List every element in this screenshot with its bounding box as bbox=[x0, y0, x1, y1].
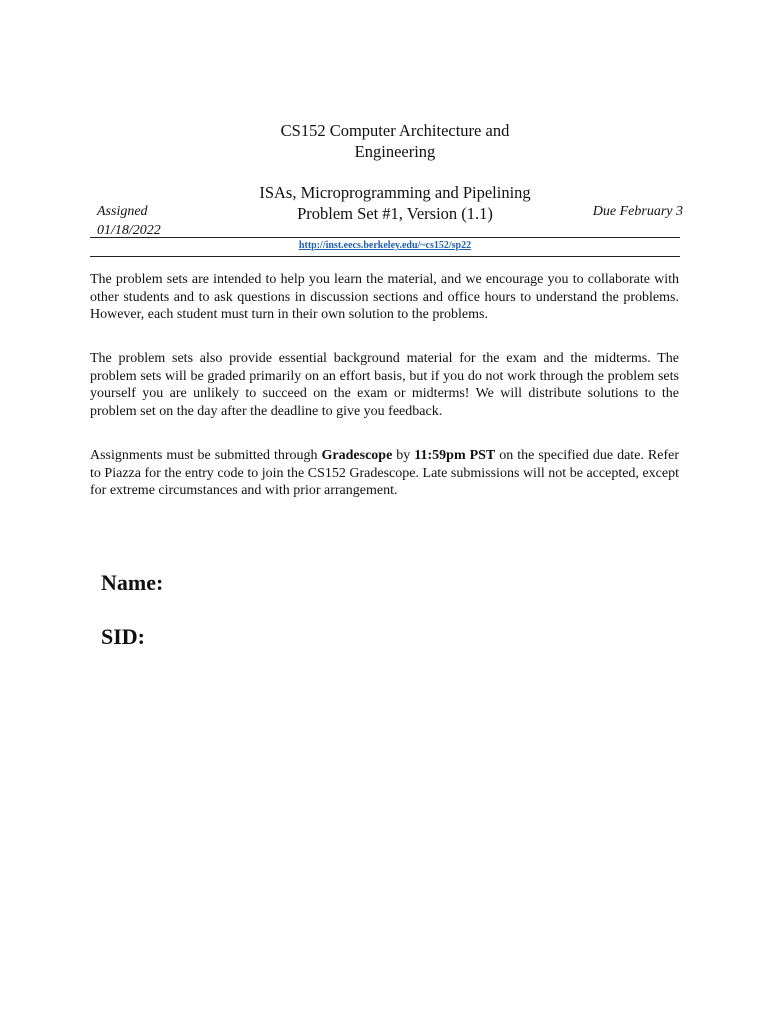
course-title-line1: CS152 Computer Architecture and bbox=[280, 121, 510, 140]
problem-set-title-line2: Problem Set #1, Version (1.1) bbox=[297, 204, 493, 223]
gradescope-emphasis: Gradescope bbox=[321, 448, 393, 463]
problem-set-title bbox=[225, 182, 565, 224]
course-url-link[interactable]: http://inst.eecs.berkeley.edu/~cs152/sp22 bbox=[298, 240, 472, 251]
course-title-line2: Engineering bbox=[354, 142, 436, 161]
assigned-block bbox=[97, 202, 161, 240]
submission-text-2: by bbox=[392, 448, 415, 463]
due-date: Due February 3 bbox=[592, 204, 683, 219]
submission-text-1: Assignments must be submitted through bbox=[90, 448, 322, 463]
intro-paragraph: The problem sets are intended to help you learn the material, and we encourage you to collaborate with other students and to ask questions in discussion sections and office hours to understand the problems. However, each student must turn in their own solution to the problems. bbox=[90, 272, 679, 323]
submission-text-3: on the specified due date. Refer to Piazza for the entry code to join the CS152 Gradescope. Late submissions will not be accepted, except for extreme circumstances and with prior arrangement. bbox=[90, 448, 679, 499]
submission-paragraph bbox=[90, 447, 679, 500]
background-paragraph: The problem sets also provide essential background material for the exam and the midterms. The problem sets will be graded primarily on an effort basis, but if you do not work through the problem sets yourself you are unlikely to succeed on the exam or midterms! We will distribute solutions to the problem set on the day after the deadline to give you feedback. bbox=[90, 351, 679, 419]
assigned-date: 01/18/2022 bbox=[97, 223, 161, 238]
name-label: Name: bbox=[101, 570, 164, 595]
course-title bbox=[225, 120, 565, 162]
assigned-label: Assigned bbox=[97, 204, 148, 219]
sid-label: SID: bbox=[101, 624, 146, 649]
problem-set-title-line1: ISAs, Microprogramming and Pipelining bbox=[259, 183, 531, 202]
header-rule-top bbox=[90, 237, 680, 238]
header-rule-bottom bbox=[90, 256, 680, 257]
deadline-emphasis: 11:59pm PST bbox=[414, 448, 496, 463]
